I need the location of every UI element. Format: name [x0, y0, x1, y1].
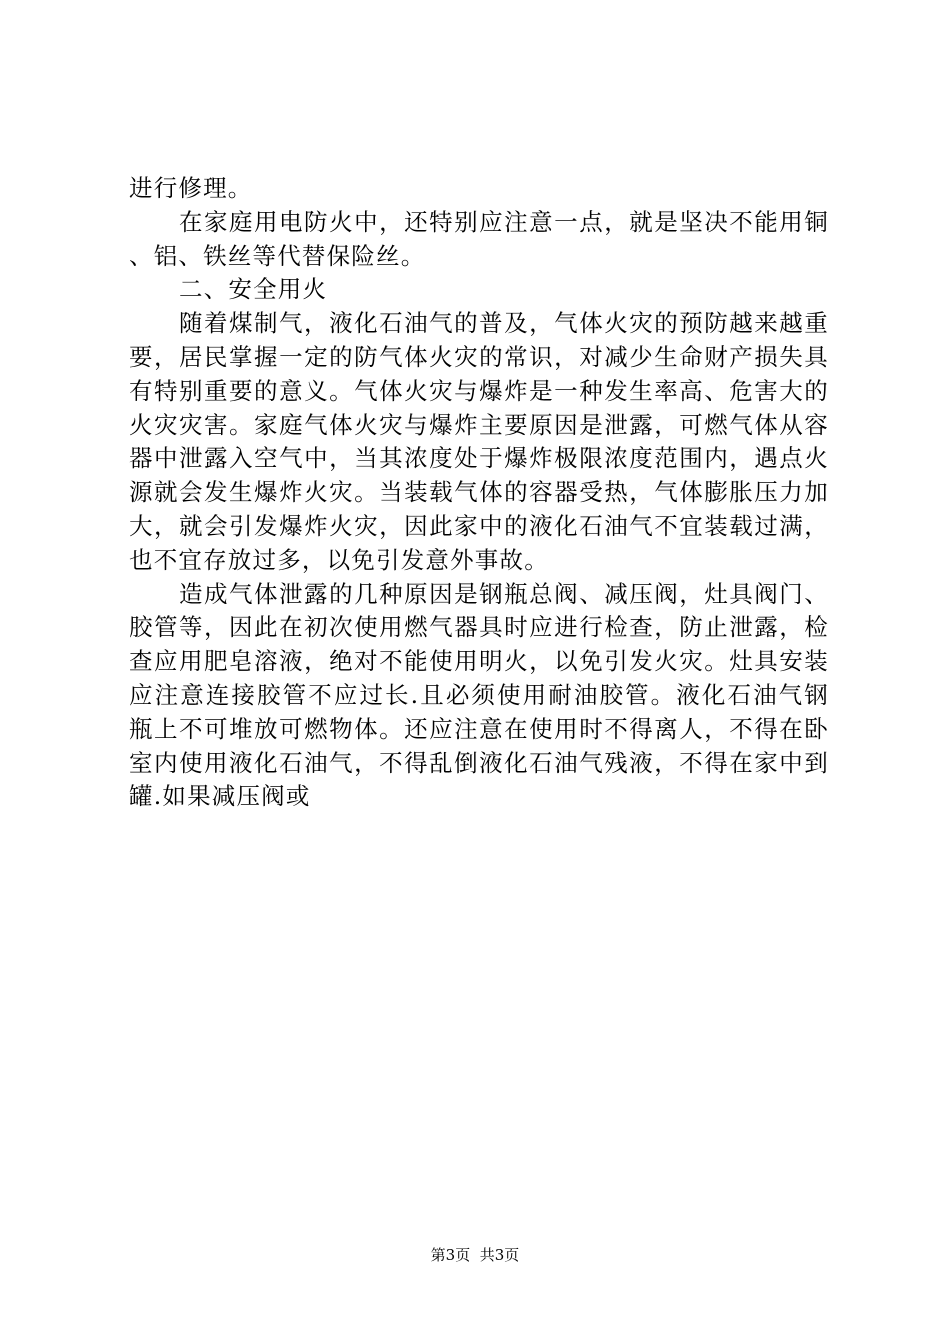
- paragraph-1: 进行修理。: [129, 174, 253, 202]
- paragraph-2: 在家庭用电防火中，还特别应注意一点，就是坚决不能用铜、铝、铁丝等代替保险丝。: [129, 207, 829, 270]
- section-heading: 二、安全用火: [179, 275, 328, 304]
- page-footer: [0, 1245, 950, 1265]
- page-total: 共3页: [479, 1246, 520, 1264]
- page-number: 第3页: [430, 1246, 471, 1264]
- paragraph-3: 随着煤制气，液化石油气的普及，气体火灾的预防越来越重要，居民掌握一定的防气体火灾的常识，对减少生命财产损失具有特别重要的意义。气体火灾与爆炸是一种发生率高、危害大的火灾灾害。家庭气体火灾与爆炸主要原因是泄露，可燃气体从容器中泄露入空气中，当其浓度处于爆炸极限浓度范围内，遇点火源就会发生爆炸火灾。当装载气体的容器受热，气体膨胀压力加大，就会引发爆炸火灾，因此家中的液化石油气不宜装载过满，也不宜存放过多，以免引发意外事故。: [129, 309, 829, 574]
- paragraph-4: 造成气体泄露的几种原因是钢瓶总阀、减压阀，灶具阀门、胶管等，因此在初次使用燃气器具时应进行检查，防止泄露，检查应用肥皂溶液，绝对不能使用明火，以免引发火灾。灶具安装应注意连接胶管不应过长.且必须使用耐油胶管。液化石油气钢瓶上不可堆放可燃物体。还应注意在使用时不得离人，不得在卧室内使用液化石油气，不得乱倒液化石油气残液，不得在家中到罐.如果减压阀或: [129, 579, 829, 811]
- document-body: [129, 172, 829, 814]
